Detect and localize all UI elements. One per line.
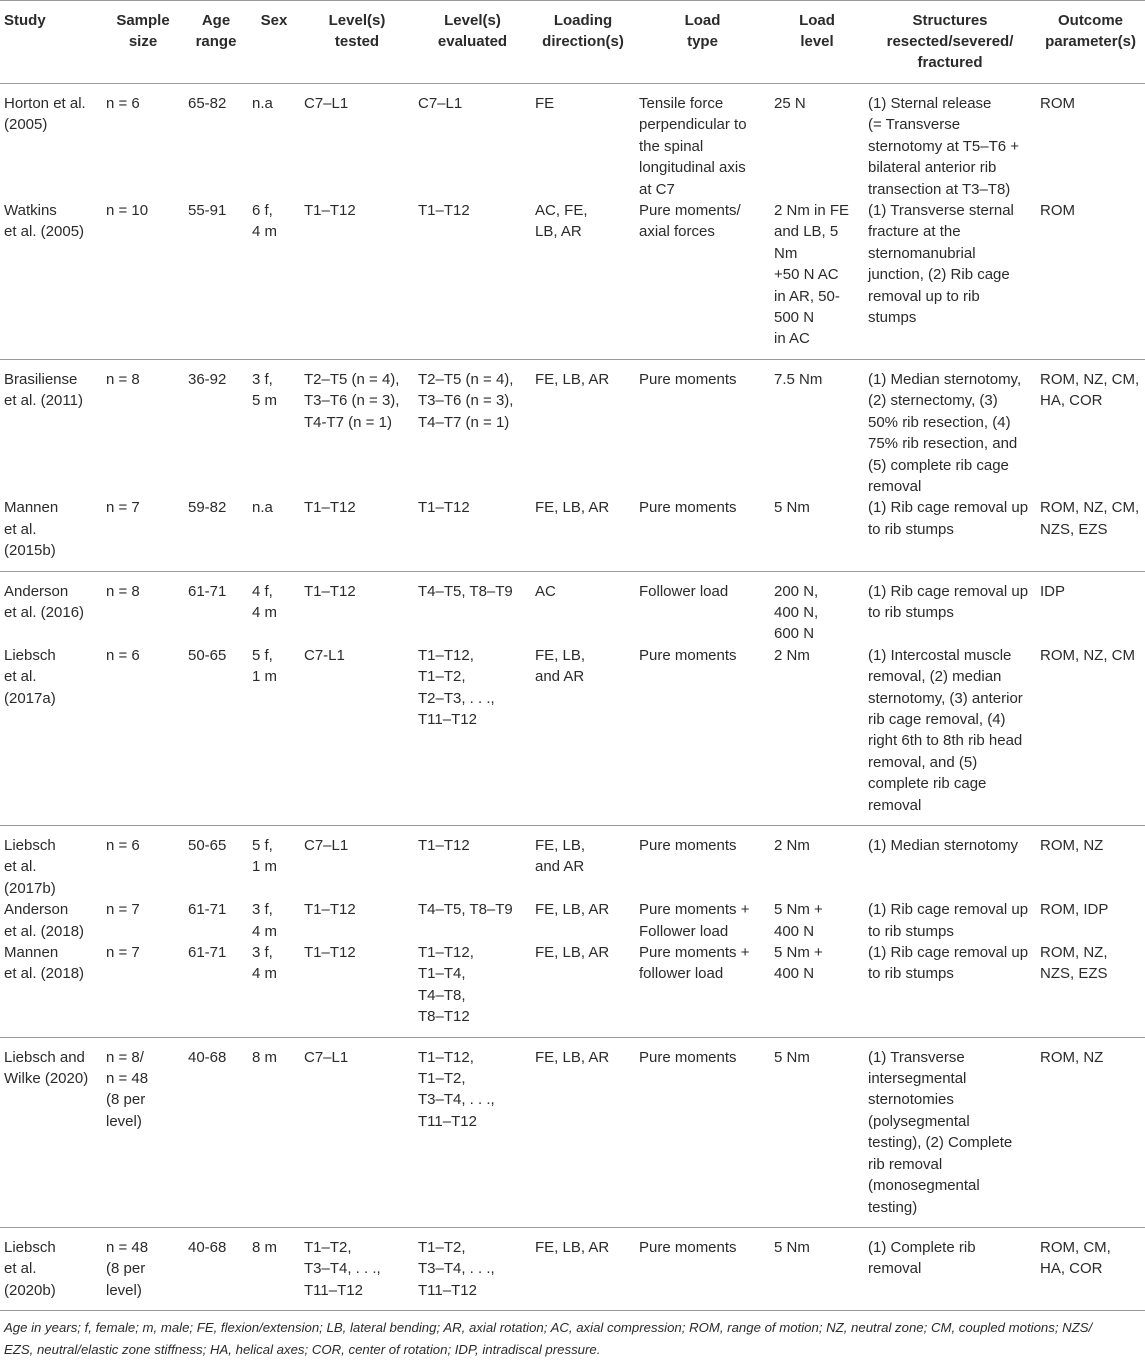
table-row: [0, 84, 1145, 201]
cell-age-range: 55-91: [184, 200, 248, 359]
cell-levels-evaluated: T2–T5 (n = 4), T3–T6 (n = 3), T4–T7 (n = 1): [418, 370, 514, 431]
cell-sex: 8 m: [248, 1037, 300, 1227]
table-row: [0, 1037, 1145, 1227]
cell-age-range: 36-92: [188, 370, 227, 388]
cell-levels-tested: C7–L1: [304, 95, 349, 112]
cell-load-type: Pure moments: [639, 370, 737, 388]
table-row: [0, 1227, 1145, 1310]
cell-outcome-parameters: ROM, NZ, CM: [1036, 645, 1145, 826]
cell-outcome-parameters: ROM: [1036, 200, 1145, 359]
cell-levels-evaluated: T1–T12: [414, 200, 531, 359]
cell-age-range: 61-71: [188, 901, 227, 919]
cell-loading-directions: FE: [535, 95, 555, 112]
cell-loading-directions: FE, LB, and AR: [535, 837, 586, 876]
cell-load-type: Tensile force perpendicular to the spinal longitudinal axis at C7: [639, 95, 747, 198]
cell-levels-evaluated: T1–T12: [414, 497, 531, 571]
cell-sample-size: n = 6: [106, 837, 140, 854]
cell-study: Mannen et al. (2018): [0, 942, 102, 1037]
cell-load-type: Pure moments: [639, 837, 737, 854]
cell-load-type: Pure moments + follower load: [635, 942, 770, 1037]
cell-levels-tested: C7–L1: [300, 1037, 414, 1227]
cell-loading-directions: FE, LB, AR: [531, 1037, 635, 1227]
cell-loading-directions: FE, LB, AR: [535, 370, 610, 388]
cell-levels-tested: T2–T5 (n = 4), T3–T6 (n = 3), T4-T7 (n = 1): [304, 370, 400, 431]
cell-sample-size: n = 6: [102, 645, 184, 826]
cell-levels-evaluated: C7–L1: [418, 95, 463, 112]
cell-levels-tested: C7–L1: [304, 837, 349, 854]
cell-structures-resected: (1) Rib cage removal up to rib stumps: [864, 497, 1036, 571]
cell-levels-evaluated: T1–T12: [418, 837, 470, 854]
table-row: [0, 942, 1145, 1037]
cell-load-type: Pure moments: [635, 1037, 770, 1227]
cell-sample-size: n = 6: [106, 95, 140, 112]
cell-levels-tested: T1–T12: [304, 901, 356, 919]
cell-load-level: 2 Nm: [770, 645, 864, 826]
header-row: [0, 1, 1145, 84]
cell-levels-tested: T1–T2, T3–T4, . . ., T11–T12: [300, 1227, 414, 1310]
cell-age-range: 40-68: [184, 1227, 248, 1310]
cell-outcome-parameters: IDP: [1040, 582, 1066, 600]
cell-study: Anderson et al. (2016): [4, 582, 85, 621]
table-row: [0, 497, 1145, 571]
cell-outcome-parameters: ROM, CM, HA, COR: [1036, 1227, 1145, 1310]
cell-levels-evaluated: T1–T12, T1–T2, T2–T3, . . ., T11–T12: [414, 645, 531, 826]
cell-load-type: Follower load: [639, 582, 729, 600]
cell-levels-evaluated: T4–T5, T8–T9: [418, 901, 513, 919]
cell-study: Liebsch et al. (2020b): [0, 1227, 102, 1310]
header-load-type: Load type: [635, 1, 770, 84]
cell-levels-tested: T1–T12: [300, 497, 414, 571]
cell-sex: 8 m: [248, 1227, 300, 1310]
table-row: [0, 645, 1145, 826]
header-levels-tested: Level(s) tested: [300, 1, 414, 84]
header-study: Study: [0, 1, 102, 84]
cell-study: Liebsch and Wilke (2020): [0, 1037, 102, 1227]
table-row: [0, 359, 1145, 497]
table-footnote: [0, 1311, 1145, 1361]
cell-study: Anderson et al. (2018): [4, 901, 85, 940]
cell-study: Horton et al. (2005): [4, 95, 86, 134]
header-loading-directions: Loading direction(s): [531, 1, 635, 84]
table-row: [0, 200, 1145, 359]
cell-sample-size: n = 10: [102, 200, 184, 359]
cell-load-type: Pure moments: [635, 1227, 770, 1310]
cell-levels-tested: T1–T12: [300, 942, 414, 1037]
cell-load-level: 25 N: [774, 95, 806, 112]
cell-study: Liebsch et al. (2017b): [4, 837, 56, 897]
cell-structures-resected: (1) Transverse sternal fracture at the sternomanubrial junction, (2) Rib cage removal up to rib stumps: [864, 200, 1036, 359]
cell-sample-size: n = 48 (8 per level): [102, 1227, 184, 1310]
header-outcome-parameters: Outcome parameter(s): [1036, 1, 1145, 84]
cell-load-level: 2 Nm in FE and LB, 5 Nm +50 N AC in AR, 50- 500 N in AC: [770, 200, 864, 359]
cell-structures-resected: (1) Complete rib removal: [864, 1227, 1036, 1310]
header-age-range: Age range: [184, 1, 248, 84]
table-row: [0, 826, 1145, 900]
cell-structures-resected: (1) Transverse intersegmental sternotomies (polysegmental testing), (2) Complete rib removal (monosegmental testing): [864, 1037, 1036, 1227]
cell-loading-directions: FE, LB, AR: [531, 497, 635, 571]
cell-load-level: 5 Nm: [770, 497, 864, 571]
cell-sex: 5 f, 1 m: [252, 837, 278, 876]
cell-load-level: 5 Nm: [770, 1037, 864, 1227]
cell-load-type: Pure moments: [635, 497, 770, 571]
cell-sex: 4 f, 4 m: [252, 582, 278, 621]
cell-structures-resected: (1) Rib cage removal up to rib stumps: [868, 582, 1029, 621]
cell-load-level: 5 Nm + 400 N: [770, 942, 864, 1037]
table-row: [0, 571, 1145, 645]
header-sample-size: Sample size: [102, 1, 184, 84]
cell-loading-directions: FE, LB, and AR: [531, 645, 635, 826]
cell-loading-directions: FE, LB, AR: [531, 942, 635, 1037]
header-levels-evaluated: Level(s) evaluated: [414, 1, 531, 84]
cell-sex: 3 f, 4 m: [248, 942, 300, 1037]
cell-levels-tested: T1–T12: [300, 200, 414, 359]
cell-sample-size: n = 8: [106, 370, 140, 388]
table-header: [0, 1, 1145, 84]
cell-age-range: 40-68: [184, 1037, 248, 1227]
table-row: [0, 899, 1145, 942]
cell-structures-resected: (1) Rib cage removal up to rib stumps: [864, 942, 1036, 1037]
cell-levels-evaluated: T4–T5, T8–T9: [418, 582, 513, 600]
cell-sample-size: n = 8: [106, 582, 140, 600]
cell-structures-resected: (1) Sternal release (= Transverse sternotomy at T5–T6 + bilateral anterior rib transection at T3–T8): [868, 95, 1020, 198]
cell-outcome-parameters: ROM: [1040, 95, 1075, 112]
cell-outcome-parameters: ROM, NZ, CM, HA, COR: [1040, 370, 1140, 410]
cell-levels-evaluated: T1–T12, T1–T2, T3–T4, . . ., T11–T12: [414, 1037, 531, 1227]
cell-sex: n.a: [248, 497, 300, 571]
cell-outcome-parameters: ROM, NZ, NZS, EZS: [1036, 942, 1145, 1037]
cell-sample-size: n = 7: [102, 942, 184, 1037]
cell-sample-size: n = 7: [106, 901, 140, 919]
cell-outcome-parameters: ROM, NZ: [1040, 837, 1104, 854]
cell-outcome-parameters: ROM, IDP: [1040, 901, 1109, 919]
cell-loading-directions: FE, LB, AR: [535, 901, 610, 919]
header-load-level: Load level: [770, 1, 864, 84]
cell-age-range: 65-82: [188, 95, 227, 112]
table-body: [0, 84, 1145, 1311]
cell-levels-tested: T1–T12: [304, 582, 356, 600]
cell-levels-evaluated: T1–T2, T3–T4, . . ., T11–T12: [414, 1227, 531, 1310]
footnote-line-1: Age in years; f, female; m, male; FE, flexion/extension; LB, lateral bending; AR, axial rotation; AC, axial compression; ROM, range of motion; NZ, neutral zone; CM, coupled motions; NZS/: [4, 1320, 1093, 1336]
cell-load-type: Pure moments: [635, 645, 770, 826]
cell-age-range: 50-65: [188, 837, 227, 854]
header-structures-resected: Structures resected/severed/ fractured: [864, 1, 1036, 84]
cell-sex: 3 f, 4 m: [252, 901, 278, 940]
cell-sex: 3 f, 5 m: [252, 370, 278, 410]
cell-age-range: 59-82: [184, 497, 248, 571]
cell-load-level: 5 Nm: [770, 1227, 864, 1310]
cell-age-range: 61-71: [188, 582, 227, 600]
cell-sex: 6 f, 4 m: [248, 200, 300, 359]
cell-load-type: Pure moments + Follower load: [639, 901, 750, 940]
cell-load-level: 5 Nm + 400 N: [774, 901, 823, 940]
cell-loading-directions: AC, FE, LB, AR: [531, 200, 635, 359]
cell-loading-directions: AC: [535, 582, 556, 600]
cell-levels-evaluated: T1–T12, T1–T4, T4–T8, T8–T12: [414, 942, 531, 1037]
cell-study: Watkins et al. (2005): [0, 200, 102, 359]
cell-structures-resected: (1) Median sternotomy, (2) sternectomy, (3) 50% rib resection, (4) 75% rib resection, and (5) complete rib cage removal: [868, 370, 1022, 495]
cell-sex: 5 f, 1 m: [248, 645, 300, 826]
cell-study: Liebsch et al. (2017a): [0, 645, 102, 826]
cell-age-range: 61-71: [184, 942, 248, 1037]
cell-loading-directions: FE, LB, AR: [531, 1227, 635, 1310]
cell-load-level: 200 N, 400 N, 600 N: [774, 582, 819, 643]
cell-structures-resected: (1) Rib cage removal up to rib stumps: [868, 901, 1029, 940]
cell-age-range: 50-65: [184, 645, 248, 826]
cell-levels-tested: C7-L1: [300, 645, 414, 826]
cell-outcome-parameters: ROM, NZ, CM, NZS, EZS: [1036, 497, 1145, 571]
cell-sample-size: n = 8/ n = 48 (8 per level): [102, 1037, 184, 1227]
footnote-line-2: EZS, neutral/elastic zone stiffness; HA, helical axes; COR, center of rotation; IDP, intradiscal pressure.: [4, 1342, 601, 1358]
cell-study: Mannen et al. (2015b): [0, 497, 102, 571]
cell-load-type: Pure moments/ axial forces: [635, 200, 770, 359]
cell-sex: n.a: [252, 95, 273, 112]
cell-load-level: 2 Nm: [774, 837, 810, 854]
cell-structures-resected: (1) Intercostal muscle removal, (2) median sternotomy, (3) anterior rib cage removal, (4) right 6th to 8th rib head removal, and (5) complete rib cage removal: [864, 645, 1036, 826]
cell-load-level: 7.5 Nm: [774, 370, 823, 388]
cell-outcome-parameters: ROM, NZ: [1036, 1037, 1145, 1227]
cell-study: Brasiliense et al. (2011): [4, 370, 83, 410]
header-sex: Sex: [248, 1, 300, 84]
cell-structures-resected: (1) Median sternotomy: [868, 837, 1019, 854]
cell-sample-size: n = 7: [102, 497, 184, 571]
